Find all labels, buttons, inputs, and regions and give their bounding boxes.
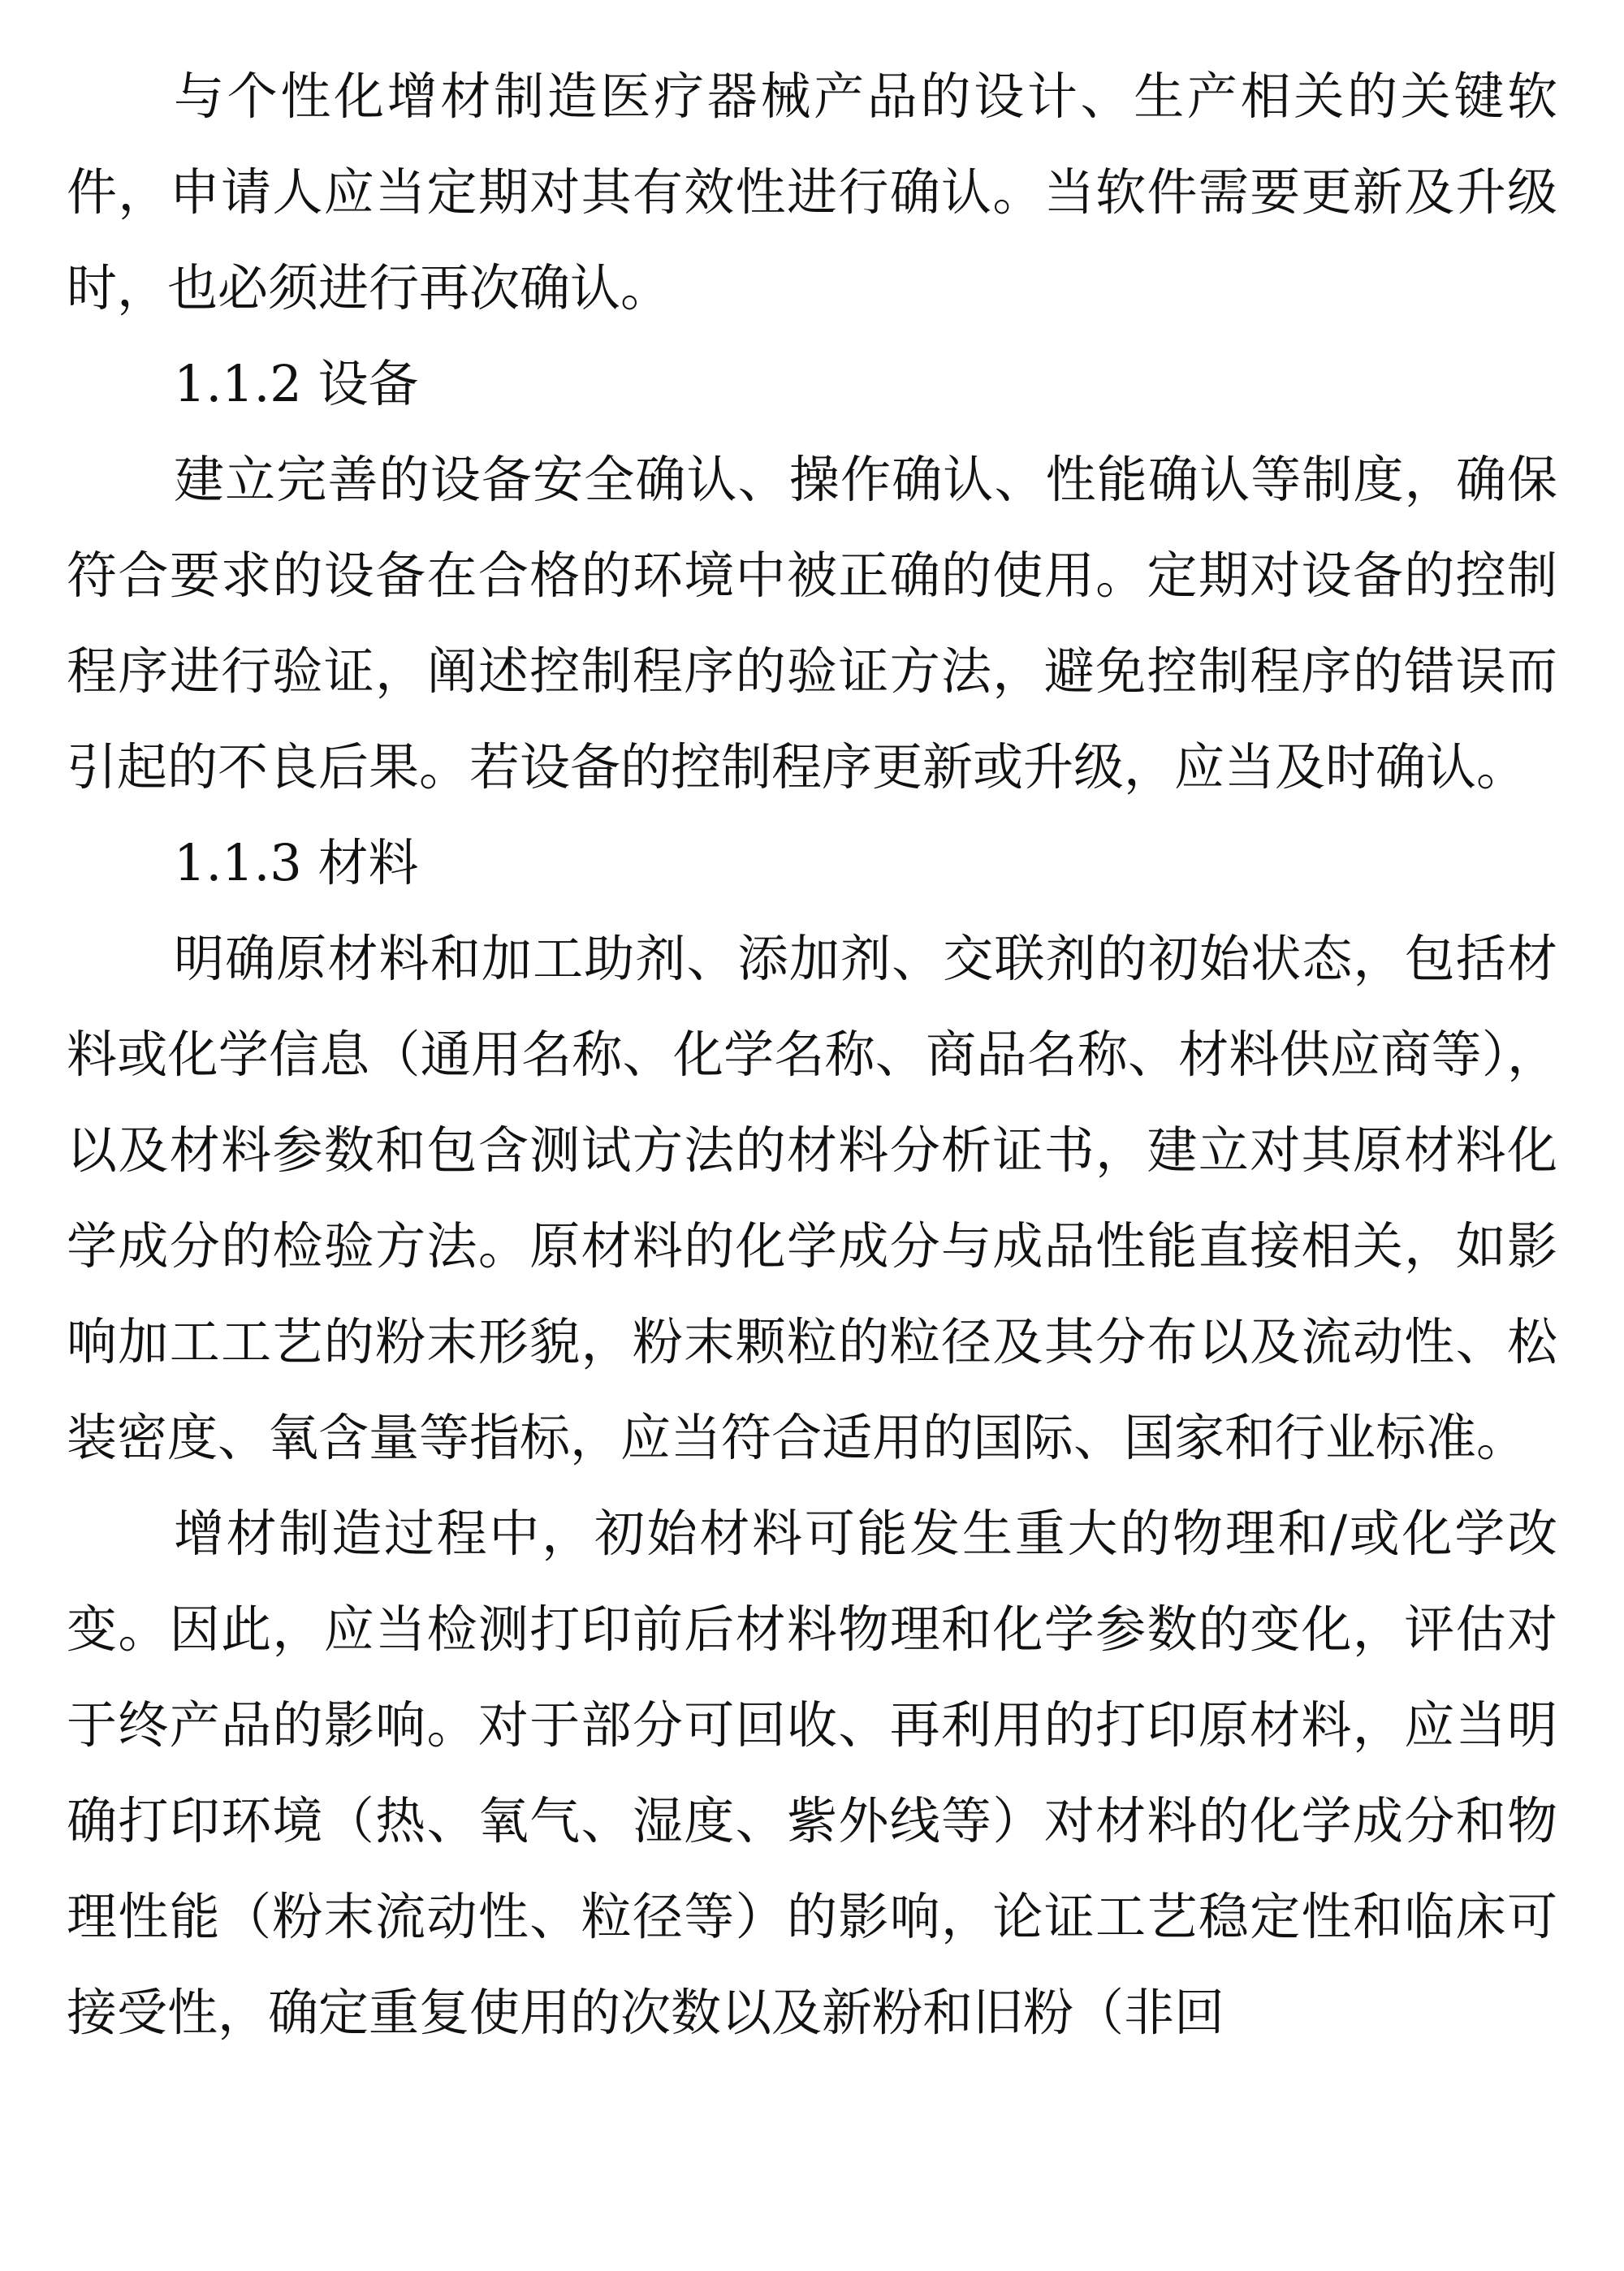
- paragraph-material-changes: 增材制造过程中，初始材料可能发生重大的物理和/或化学改变。因此，应当检测打印前后材料物理和化学参数的变化，评估对于终产品的影响。对于部分可回收、再利用的打印原材料，应当明确打印环境（热、氧气、湿度、紫外线等）对材料的化学成分和物理性能（粉末流动性、粒径等）的影响，论证工艺稳定性和临床可接受性，确定重复使用的次数以及新粉和旧粉（非回: [67, 1504, 1557, 2042]
- section-heading-materials: 1.1.3 材料: [174, 833, 419, 892]
- paragraph-software-validation: 与个性化增材制造医疗器械产品的设计、生产相关的关键软件，申请人应当定期对其有效性进行确认。当软件需要更新及升级时，也必须进行再次确认。: [67, 67, 1557, 317]
- paragraph-equipment: 建立完善的设备安全确认、操作确认、性能确认等制度，确保符合要求的设备在合格的环境中被正确的使用。定期对设备的控制程序进行验证，阐述控制程序的验证方法，避免控制程序的错误而引起的不良后果。若设备的控制程序更新或升级，应当及时确认。: [67, 450, 1557, 797]
- section-heading-equipment: 1.1.2 设备: [174, 354, 419, 413]
- paragraph-raw-materials: 明确原材料和加工助剂、添加剂、交联剂的初始状态，包括材料或化学信息（通用名称、化学名称、商品名称、材料供应商等），以及材料参数和包含测试方法的材料分析证书，建立对其原材料化学成分的检验方法。原材料的化学成分与成品性能直接相关，如影响加工工艺的粉末形貌，粉末颗粒的粒径及其分布以及流动性、松装密度、氧含量等指标，应当符合适用的国际、国家和行业标准。: [67, 929, 1557, 1467]
